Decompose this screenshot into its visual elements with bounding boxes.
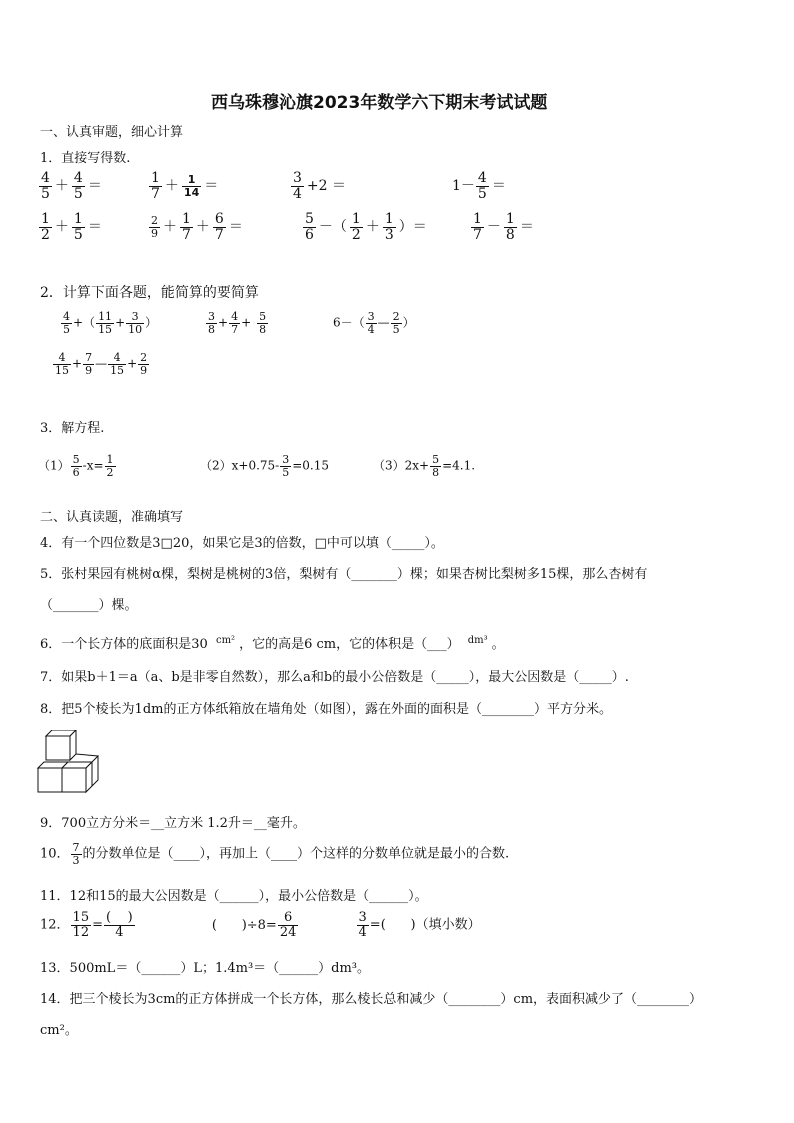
q1-r2-e3: $\frac{5}{6}$ －（ $\frac{1}{2}$ ＋ $\frac{1}{3}$ ）＝ xyxy=(305,211,427,243)
q9: 9．700立方分米＝__立方米 1.2升＝__毫升。 xyxy=(40,816,306,831)
q1-r1-e2: $\frac{1}{7}$ ＋ $\frac{1}{14}$ ＝ xyxy=(151,170,219,202)
q10: 10． $\frac{7}{3}$ 的分数单位是（____），再加上（____）个这样的分数单位就是最小的合数. xyxy=(40,841,510,867)
q1-r2-e2: $\frac{2}{9}$ ＋ $\frac{1}{7}$ ＋ $\frac{6}{7}$ ＝ xyxy=(151,211,243,243)
q1-r1-e1: $\frac{4}{5}$ ＋ $\frac{4}{5}$ ＝ xyxy=(41,170,102,202)
q5-line-1: 5．张村果园有桃树α棵，梨树是桃树的3倍，梨树有（_______）棵；如果杏树比梨树多15棵，那么杏树有 xyxy=(40,567,648,582)
q2-e2: $\frac{3}{8}$ + $\frac{4}{7}$ + $\frac{5}{8}$ xyxy=(208,310,267,336)
q14-line-2: cm²。 xyxy=(40,1023,78,1038)
q4: 4．有一个四位数是3□20，如果它是3的倍数，□中可以填（_____）。 xyxy=(40,536,444,551)
q1-r1-e3: $\frac{3}{4}$ +2 ＝ xyxy=(293,170,347,202)
page-title: 西乌珠穆沁旗2023年数学六下期末考试试题 xyxy=(211,93,548,113)
q2-e3: 6－（ $\frac{3}{4}$ — $\frac{2}{5}$ ） xyxy=(333,310,415,336)
q14-line-1: 14．把三个棱长为3cm的正方体拼成一个长方体，那么棱长总和减少（________）cm，表面积减少了（________） xyxy=(40,992,703,1007)
q3-e1: （1） $\frac{5}{6}$ -x= $\frac{1}{2}$ xyxy=(38,453,114,479)
q8: 8．把5个棱长为1dm的正方体纸箱放在墙角处（如图），露在外面的面积是（________）平方分米。 xyxy=(40,702,612,717)
q11: 11．12和15的最大公因数是（______），最小公倍数是（______）。 xyxy=(40,889,428,904)
q1-r2-e1: $\frac{1}{2}$ ＋ $\frac{1}{5}$ ＝ xyxy=(41,211,102,243)
q8-cube-figure xyxy=(36,730,102,794)
q7: 7．如果b＋1＝a（a、b是非零自然数），那么a和b的最小公倍数是（_____），最大公因数是（_____）. xyxy=(40,670,629,685)
q6: 6．一个长方体的底面积是30 $^{cm^2}$ ，它的高是6 cm，它的体积是（___） $^{dm^3}$ 。 xyxy=(40,634,505,652)
q1-r1-e4: 1－ $\frac{4}{5}$ ＝ xyxy=(452,170,506,202)
q13: 13．500mL＝（______）L；1.4m³＝（______）dm³。 xyxy=(40,961,371,976)
q3-label: 3．解方程. xyxy=(40,421,105,436)
q6-unit-cm2: cm² xyxy=(215,634,236,646)
q3-e2: （2）x+0.75- $\frac{3}{5}$ =0.15 xyxy=(200,453,330,479)
section-1-heading: 一、认真审题，细心计算 xyxy=(40,125,184,140)
q2-e1: $\frac{4}{5}$ +（ $\frac{11}{15}$ + $\frac{3}{10}$ ） xyxy=(63,310,158,336)
q2-label: 2．计算下面各题，能简算的要简算 xyxy=(40,285,259,301)
q6-unit-dm3: dm³ xyxy=(467,634,488,646)
q12: 12． $\frac{15}{12}$ = $\frac{( )}{4}$ ( )÷8= $\frac{6}{24}$ $\frac{3}{4}$ =( )（填小数） xyxy=(40,910,481,940)
q3-e3: （3）2x+ $\frac{5}{8}$ =4.1. xyxy=(373,453,476,479)
section-2-heading: 二、认真读题，准确填写 xyxy=(40,510,184,525)
q5-line-2: （_______）棵。 xyxy=(40,598,138,613)
q1-r2-e4: $\frac{1}{7}$ － $\frac{1}{8}$ ＝ xyxy=(473,211,534,243)
q1-label: 1．直接写得数. xyxy=(40,151,131,166)
q2-e4: $\frac{4}{15}$ + $\frac{7}{9}$ — $\frac{4}{15}$ + $\frac{2}{9}$ xyxy=(55,351,148,377)
